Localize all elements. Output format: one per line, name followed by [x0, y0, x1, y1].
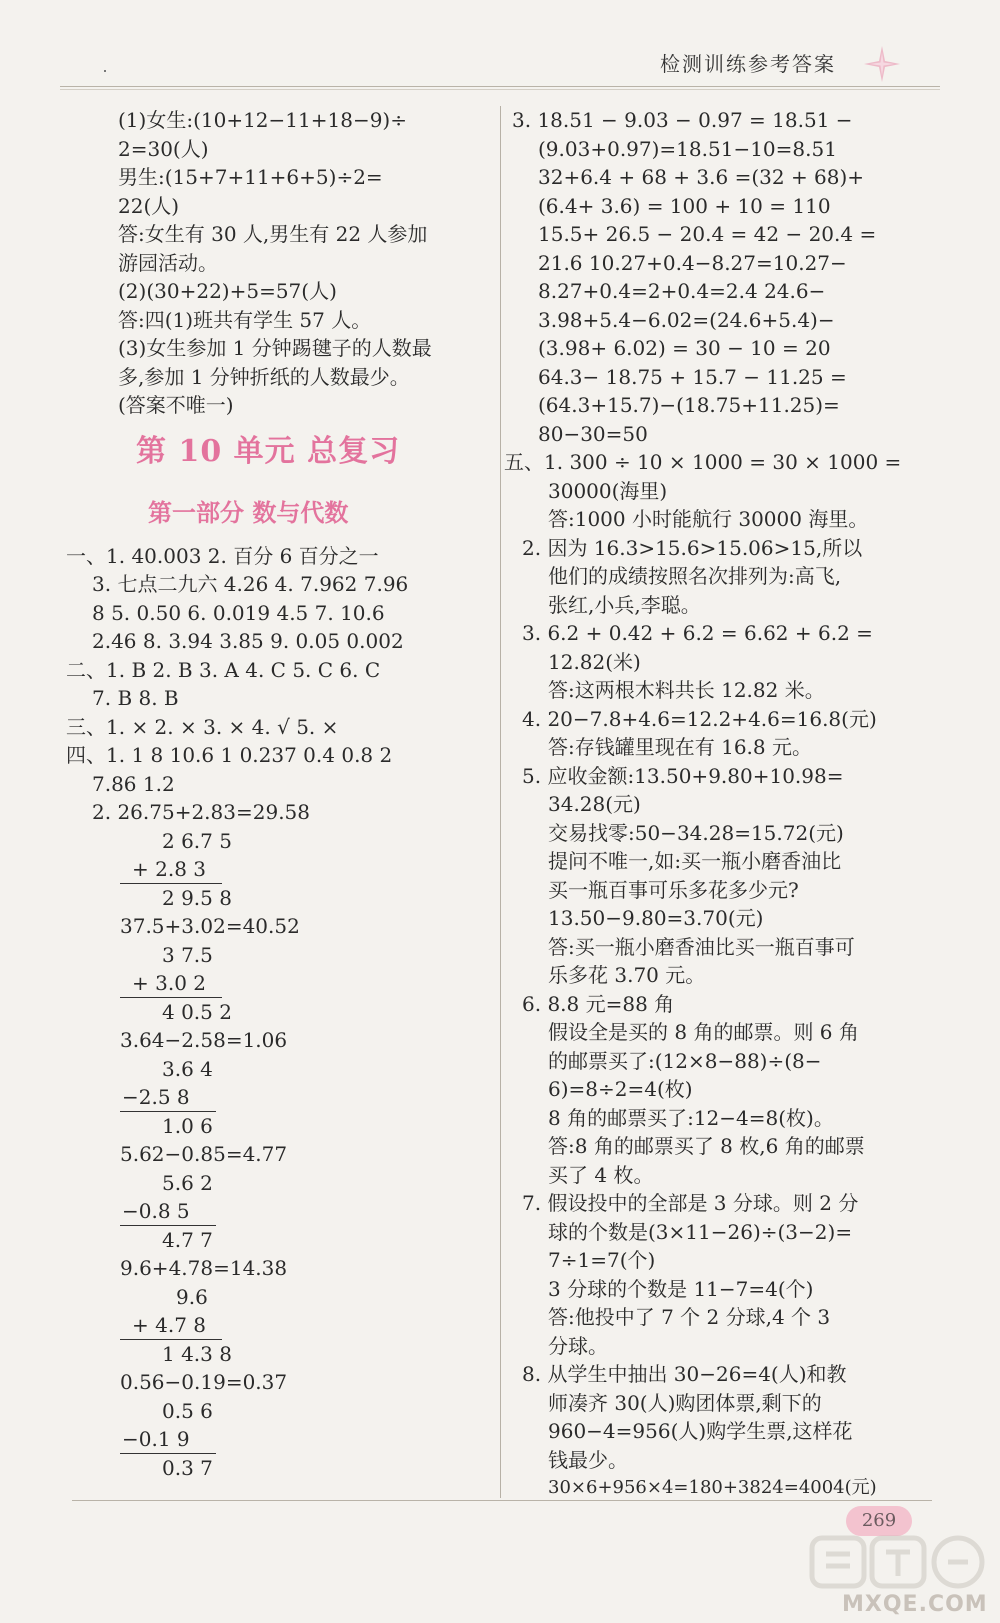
answer-line: 钱最少。 [548, 1447, 628, 1472]
footer-rule [72, 1500, 932, 1501]
answer-line: 7÷1=7(个) [548, 1248, 656, 1272]
answer-line: 8. 从学生中抽出 30−26=4(人)和教 [522, 1362, 847, 1386]
vertical-calc-operand: −2.5 8 [120, 1083, 216, 1112]
answer-line: 答:8 角的邮票买了 8 枚,6 角的邮票 [548, 1134, 865, 1158]
vertical-calc-result: 1.0 6 [162, 1113, 213, 1138]
answer-line: 3.98+5.4−6.02=(24.6+5.4)− [538, 307, 835, 332]
answer-line: 12.82(米) [548, 649, 641, 674]
answer-line: (3)女生参加 1 分钟踢毽子的人数最 [118, 336, 432, 360]
answer-line: 答:买一瓶小磨香油比买一瓶百事可 [548, 934, 855, 959]
answer-line: 6. 8.8 元=88 角 [522, 991, 675, 1016]
calc-equation: 37.5+3.02=40.52 [120, 914, 300, 938]
answer-line: (9.03+0.97)=18.51−10=8.51 [538, 136, 837, 161]
answer-line: 2.46 8. 3.94 3.85 9. 0.05 0.002 [92, 629, 404, 653]
answer-line: 4. 20−7.8+4.6=12.2+4.6=16.8(元) [522, 706, 877, 731]
answer-line: 张红,小兵,李聪。 [548, 592, 701, 617]
answer-line: 64.3− 18.75 + 15.7 − 11.25 = [538, 364, 847, 389]
answer-line: 答:四(1)班共有学生 57 人。 [118, 307, 372, 332]
header-rule-secondary [60, 89, 940, 90]
answer-line: 师凑齐 30(人)购团体票,剩下的 [548, 1390, 822, 1415]
answer-line: (64.3+15.7)−(18.75+11.25)= [538, 393, 840, 417]
left-column [66, 106, 486, 1482]
answer-line: 21.6 10.27+0.4−8.27=10.27− [538, 250, 847, 275]
answer-line: 6)=8÷2=4(枚) [548, 1077, 693, 1101]
calc-equation: 9.6+4.78=14.38 [120, 1256, 288, 1280]
answer-line: 3. 6.2 + 0.42 + 6.2 = 6.62 + 6.2 = [522, 621, 873, 645]
answer-line: 答:存钱罐里现在有 16.8 元。 [548, 735, 812, 759]
answer-line: 答:女生有 30 人,男生有 22 人参加 [118, 222, 428, 246]
vertical-calc-result: 4.7 7 [162, 1227, 213, 1252]
header-rule [60, 86, 940, 87]
answer-line: 7.86 1.2 [92, 771, 175, 796]
vertical-calc-top: 3.6 4 [162, 1056, 213, 1081]
right-column [504, 106, 934, 1503]
answer-line: (2)(30+22)+5=57(人) [118, 279, 337, 303]
answer-line: (答案不唯一) [118, 393, 234, 417]
answer-line: 3 分球的个数是 11−7=4(个) [548, 1276, 814, 1301]
answer-line: 2. 26.75+2.83=29.58 [92, 800, 310, 824]
vertical-calc-operand: −0.8 5 [120, 1197, 216, 1226]
answer-line: 球的个数是(3×11−26)÷(3−2)= [548, 1219, 853, 1244]
answer-line: 8 角的邮票买了:12−4=8(枚)。 [548, 1105, 834, 1130]
answer-line: 2=30(人) [118, 136, 209, 161]
answer-line: 8 5. 0.50 6. 0.019 4.5 7. 10.6 [92, 600, 385, 625]
answer-line: 7. B 8. B [92, 686, 179, 710]
answer-line: 22(人) [118, 193, 180, 218]
answer-line: 答:他投中了 7 个 2 分球,4 个 3 [548, 1305, 831, 1329]
watermark-text: MXQE.COM [842, 1592, 988, 1617]
answer-line: 960−4=956(人)购学生票,这样花 [548, 1419, 853, 1443]
answer-line: 三、1. × 2. × 3. × 4. √ 5. × [66, 714, 339, 739]
page-number: 269 [846, 1506, 912, 1536]
vertical-calc-result: 0.3 7 [162, 1455, 213, 1480]
calc-equation: 0.56−0.19=0.37 [120, 1370, 288, 1394]
answer-line: 分球。 [548, 1333, 608, 1358]
vertical-calc-result: 2 9.5 8 [162, 885, 232, 910]
vertical-calc-operand: + 3.0 2 [120, 969, 222, 998]
answer-line: 32+6.4 + 68 + 3.6 =(32 + 68)+ [538, 165, 865, 189]
answer-line: 的邮票买了:(12×8−88)÷(8− [548, 1048, 822, 1073]
answer-line: 30000(海里) [548, 478, 668, 503]
answer-line: 四、1. 1 8 10.6 1 0.237 0.4 0.8 2 [66, 743, 393, 767]
answer-line: 多,参加 1 分钟折纸的人数最少。 [118, 364, 410, 389]
answer-line: 他们的成绩按照名次排列为:高飞, [548, 564, 842, 588]
answer-line: 五、1. 300 ÷ 10 × 1000 = 30 × 1000 = [504, 450, 902, 474]
answer-line: 交易找零:50−34.28=15.72(元) [548, 820, 844, 845]
vertical-calc-result: 4 0.5 2 [162, 999, 232, 1024]
answer-line: 答:这两根木料共长 12.82 米。 [548, 678, 825, 702]
vertical-calc-top: 2 6.7 5 [162, 828, 232, 853]
answer-line: 2. 因为 16.3>15.6>15.06>15,所以 [522, 535, 863, 560]
answer-line: (6.4+ 3.6) = 100 + 10 = 110 [538, 193, 831, 218]
answer-line: 15.5+ 26.5 − 20.4 = 42 − 20.4 = [538, 222, 877, 246]
unit-heading: 第 10 单元 总复习 [136, 433, 401, 469]
answer-line: 提问不唯一,如:买一瓶小磨香油比 [548, 849, 842, 873]
answer-line: (3.98+ 6.02) = 30 − 10 = 20 [538, 336, 831, 360]
vertical-calc-result: 1 4.3 8 [162, 1341, 232, 1366]
vertical-calc-top: 9.6 [176, 1284, 208, 1309]
answer-line: (1)女生:(10+12−11+18−9)÷ [118, 108, 407, 132]
answer-line: 30×6+956×4=180+3824=4004(元) [548, 1477, 877, 1498]
vertical-calc-operand: + 2.8 3 [120, 855, 222, 884]
answer-line: 买一瓶百事可乐多花多少元? [548, 877, 799, 902]
vertical-calc-top: 0.5 6 [162, 1398, 213, 1423]
vertical-calc-top: 5.6 2 [162, 1170, 213, 1195]
answer-line: 5. 应收金额:13.50+9.80+10.98= [522, 763, 844, 788]
header-title: 检测训练参考答案 [660, 52, 836, 76]
scan-speck [104, 70, 106, 72]
calc-equation: 3.64−2.58=1.06 [120, 1028, 288, 1052]
answer-line: 一、1. 40.003 2. 百分 6 百分之一 [66, 543, 379, 568]
answer-line: 80−30=50 [538, 421, 648, 446]
answer-line: 7. 假设投中的全部是 3 分球。则 2 分 [522, 1191, 859, 1215]
answer-line: 8.27+0.4=2+0.4=2.4 24.6− [538, 279, 826, 303]
column-divider [500, 106, 501, 1498]
answer-line: 游园活动。 [118, 250, 218, 275]
answer-line: 乐多花 3.70 元。 [548, 963, 706, 987]
answer-line: 假设全是买的 8 角的邮票。则 6 角 [548, 1020, 859, 1044]
calc-equation: 5.62−0.85=4.77 [120, 1142, 288, 1166]
answer-line: 3. 18.51 − 9.03 − 0.97 = 18.51 − [512, 108, 853, 132]
answer-line: 13.50−9.80=3.70(元) [548, 906, 764, 930]
watermark-logo-icon [808, 1532, 988, 1592]
answer-line: 3. 七点二九六 4.26 4. 7.962 7.96 [92, 572, 409, 596]
vertical-calc-top: 3 7.5 [162, 942, 213, 967]
vertical-calc-operand: + 4.7 8 [120, 1311, 222, 1340]
answer-line: 买了 4 枚。 [548, 1162, 654, 1187]
part-heading: 第一部分 数与代数 [148, 497, 349, 527]
vertical-calc-operand: −0.1 9 [120, 1425, 216, 1454]
answer-line: 34.28(元) [548, 792, 641, 816]
answer-line: 二、1. B 2. B 3. A 4. C 5. C 6. C [66, 657, 381, 682]
sparkle-ornament-icon [862, 44, 902, 84]
answer-line: 答:1000 小时能航行 30000 海里。 [548, 507, 869, 531]
answer-line: 男生:(15+7+11+6+5)÷2= [118, 165, 383, 189]
